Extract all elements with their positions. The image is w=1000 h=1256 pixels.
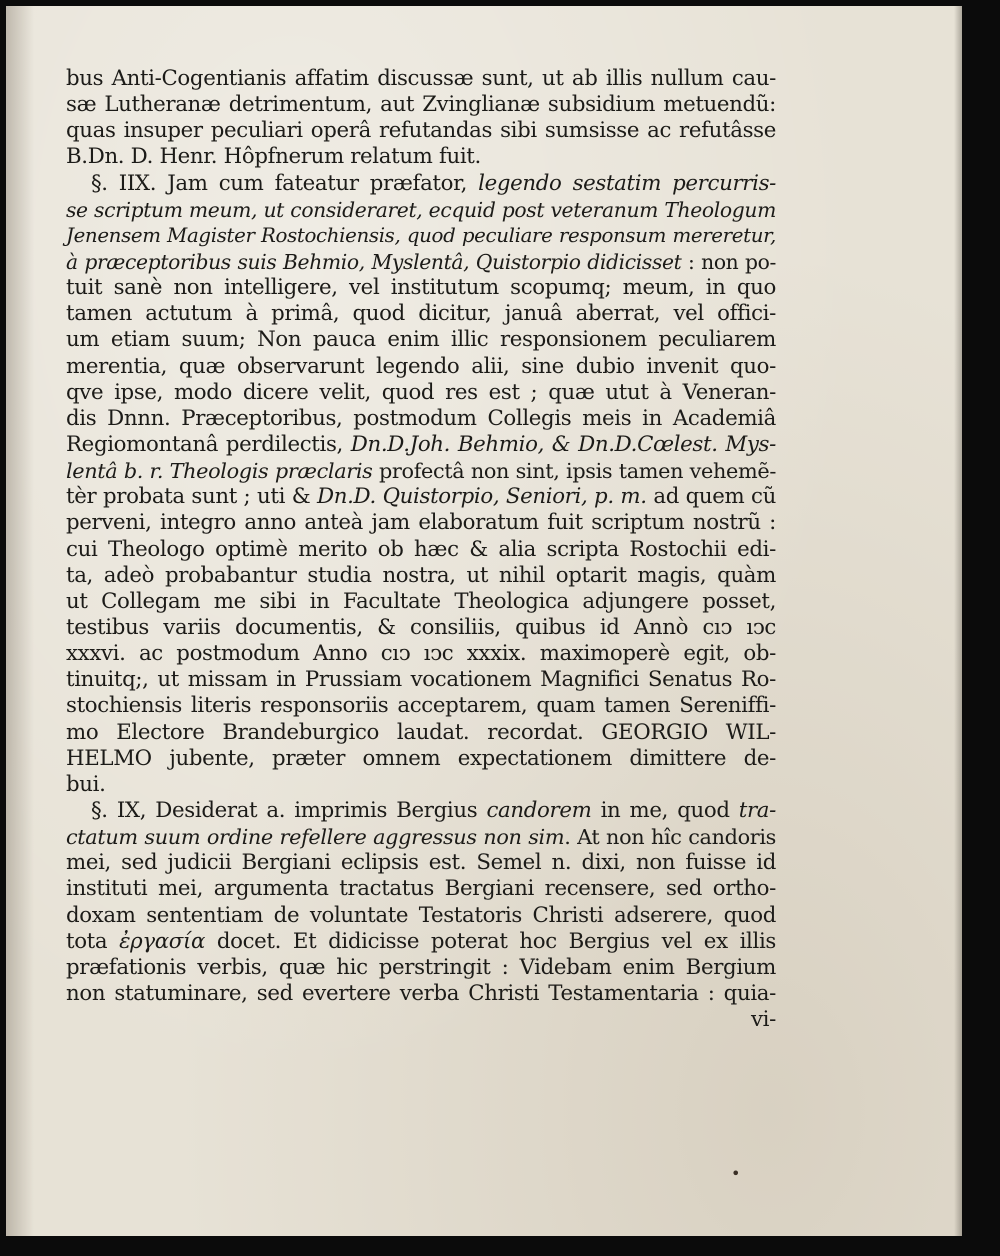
italic-run: à præceptoribus suis Behmio, Myslentâ, Quistorpio didicisset [66, 249, 682, 274]
text-run: tota [66, 928, 120, 954]
text-run: mei, sed judicii Bergiani eclipsis est. Semel n. dixi, non fuisse id [66, 850, 776, 876]
text-run: præfationis verbis, quæ hic perstringit : Videbam enim Bergium [66, 954, 776, 980]
text-run: HELMO jubente, præter omnem expectationem dimittere de- [66, 745, 776, 771]
catchword-text: vi- [751, 1007, 776, 1033]
text-line-4 [66, 144, 776, 170]
text-run: stochiensis literis responsoriis acceptarem, quam tamen Sereniffi- [66, 693, 776, 719]
text-run: xxxvi. ac postmodum Anno cıↄ ıↄc xxxix. maximoperè egit, ob- [66, 641, 776, 667]
catchword [66, 1007, 776, 1033]
text-line-25 [66, 693, 776, 719]
text-line-14 [66, 406, 776, 432]
text-line-5 [66, 171, 776, 197]
italic-run: se scriptum meum, ut consideraret, ecquid post veteranum Theologum [66, 197, 776, 222]
text-run: docet. Et didicisse poterat hoc Bergius vel ex illis [204, 928, 776, 954]
text-run: perveni, integro anno anteà jam elaboratum fuit scriptum nostrũ : [66, 510, 776, 536]
text-line-8 [66, 249, 776, 275]
text-line-31 [66, 850, 776, 876]
text-run: ta, adeò probabantur studia nostra, ut nihil optarit magis, quàm [66, 562, 776, 588]
text-line-35 [66, 955, 776, 981]
text-line-32 [66, 876, 776, 902]
text-line-6 [66, 197, 776, 223]
text-run: bui. [66, 771, 106, 797]
text-line-1 [66, 66, 776, 92]
text-line-12 [66, 354, 776, 380]
text-run: ad quem cũ [646, 484, 776, 510]
text-line-7 [66, 223, 776, 249]
text-line-22 [66, 615, 776, 641]
text-line-24 [66, 667, 776, 693]
text-run: profectâ non sint, ipsis tamen vehemẽ- [372, 459, 776, 484]
text-line-18 [66, 510, 776, 536]
text-line-28 [66, 772, 776, 798]
text-run: instituti mei, argumenta tractatus Bergiani recensere, sed ortho- [66, 876, 776, 902]
italic-run: Dn.D. Quistorpio, Seniori, p. m. [317, 484, 647, 510]
text-line-34 [66, 929, 776, 955]
text-run: dis Dnnn. Præceptoribus, postmodum Collegis meis in Academiâ [66, 405, 776, 431]
text-line-33 [66, 903, 776, 929]
italic-run: ctatum suum ordine refellere aggressus non sim [66, 825, 565, 850]
text-run: qve ipse, modo dicere velit, quod res est ; quæ utut à Veneran- [66, 379, 776, 405]
text-run: §. IIX. Jam cum fateatur præfator, [91, 170, 479, 196]
page-edge [954, 6, 962, 1236]
text-line-29 [66, 798, 776, 824]
body-text [66, 66, 776, 1033]
text-run: tamen actutum à primâ, quod dicitur, januâ aberrat, vel offici- [66, 301, 776, 327]
text-run: doxam sententiam de voluntate Testatoris Christi adserere, quod [66, 902, 776, 928]
text-run: ut Collegam me sibi in Facultate Theologica adjungere posset, [66, 588, 776, 614]
text-run: in me, quod [591, 797, 739, 823]
text-run: Regiomontanâ perdilectis, [66, 431, 351, 457]
text-line-17 [66, 484, 776, 510]
text-run: sæ Lutheranæ detrimentum, aut Zvinglianæ subsidium metuendũ: [66, 92, 776, 118]
text-line-10 [66, 301, 776, 327]
text-run: bus Anti-Cogentianis affatim discussæ sunt, ut ab illis nullum cau- [66, 66, 776, 91]
text-line-30 [66, 824, 776, 850]
text-line-2 [66, 92, 776, 118]
text-run: B.Dn. D. Henr. Hôpfnerum relatum fuit. [66, 144, 481, 170]
text-line-13 [66, 380, 776, 406]
ink-mark: • [731, 1164, 741, 1183]
text-line-23 [66, 641, 776, 667]
text-run: merentia, quæ observarunt legendo alii, sine dubio invenit quo- [66, 353, 776, 379]
text-line-26 [66, 720, 776, 746]
text-run: quas insuper peculiari operâ refutandas sibi sumsisse ac refutâsse [66, 118, 776, 144]
text-line-19 [66, 537, 776, 563]
text-run: non statuminare, sed evertere verba Christi Testamentaria : quia- [66, 980, 776, 1006]
text-run: tinuitq;, ut missam in Prussiam vocationem Magnifici Senatus Ro- [66, 667, 776, 693]
italic-run: candorem [486, 797, 592, 823]
text-run: mo Electore Brandeburgico laudat. recordat. GEORGIO WIL- [66, 719, 776, 745]
text-line-20 [66, 563, 776, 589]
binding-shadow [6, 6, 34, 1236]
text-line-36 [66, 981, 776, 1007]
text-line-16 [66, 458, 776, 484]
text-run: cui Theologo optimè merito ob hæc & alia scripta Rostochii edi- [66, 536, 776, 562]
italic-run: tra- [738, 797, 776, 823]
italic-run: Dn.D.Joh. Behmio, & Dn.D.Cœlest. Mys- [350, 431, 776, 457]
italic-run: lentâ b. r. Theologis præclaris [66, 459, 373, 484]
text-run: um etiam suum; Non pauca enim illic responsionem peculiarem [66, 327, 776, 353]
text-run: . At non hîc candoris [564, 825, 776, 850]
text-run: tuit sanè non intelligere, vel institutum scopumq; meum, in quo [66, 275, 776, 301]
text-line-15 [66, 432, 776, 458]
text-run: tèr probata sunt ; uti & [66, 484, 318, 510]
text-run: §. IX, Desiderat a. imprimis Bergius [91, 797, 487, 823]
text-line-21 [66, 589, 776, 615]
text-line-9 [66, 275, 776, 301]
text-line-3 [66, 118, 776, 144]
italic-run: Jenensem Magister Rostochiensis, quod peculiare responsum mereretur, [66, 223, 776, 247]
italic-run: ἐργασία [119, 928, 205, 954]
italic-run: legendo sestatim percurris- [478, 170, 776, 196]
text-run: : non po- [681, 249, 776, 274]
book-page [6, 6, 962, 1236]
text-line-11 [66, 327, 776, 353]
text-run: testibus variis documentis, & consiliis, quibus id Annò cıↄ ıↄc [66, 614, 776, 640]
text-line-27 [66, 746, 776, 772]
